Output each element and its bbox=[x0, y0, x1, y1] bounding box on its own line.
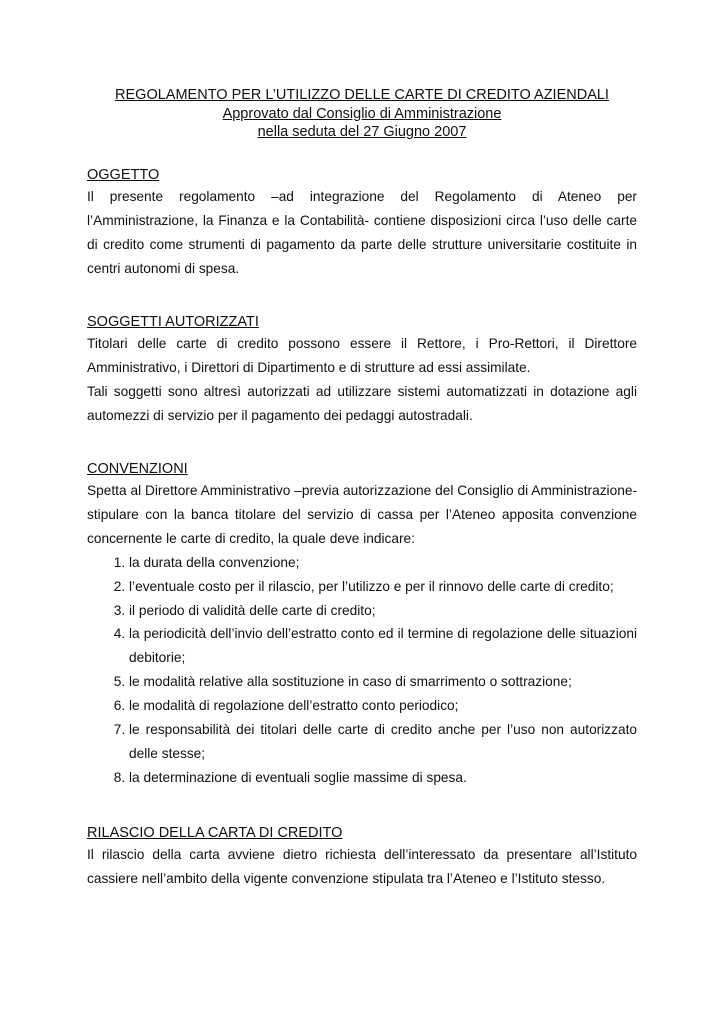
list-item: 4. la periodicità dell’invio dell’estratto conto ed il termine di regolazione delle situazioni debitorie; bbox=[129, 622, 637, 670]
section-rilascio bbox=[87, 823, 637, 891]
list-item: 3. il periodo di validità delle carte di credito; bbox=[129, 599, 637, 623]
list-item: 8. la determinazione di eventuali soglie massime di spesa. bbox=[129, 766, 637, 790]
soggetti-paragraph-2: Tali soggetti sono altresì autorizzati ad utilizzare sistemi automatizzati in dotazione agli automezzi di servizio per il pagamento dei pedaggi autostradali. bbox=[87, 383, 637, 423]
document-title: REGOLAMENTO PER L’UTILIZZO DELLE CARTE DI CREDITO AZIENDALI bbox=[115, 87, 609, 103]
session-date-line: nella seduta del 27 Giugno 2007 bbox=[257, 124, 467, 140]
list-item: 2. l’eventuale costo per il rilascio, per l’utilizzo e per il rinnovo delle carte di credito; bbox=[129, 575, 637, 599]
section-heading-soggetti: SOGGETTI AUTORIZZATI bbox=[87, 314, 259, 330]
list-item: 7. le responsabilità dei titolari delle carte di credito anche per l’uso non autorizzato delle stesse; bbox=[129, 718, 637, 766]
convenzioni-list bbox=[87, 551, 637, 790]
rilascio-paragraph: Il rilascio della carta avviene dietro richiesta dell’interessato da presentare all’Istituto cassiere nell’ambito della vigente convenzione stipulata tra l’Ateneo e l’Istituto stesso. bbox=[87, 847, 637, 886]
list-item: 1. la durata della convenzione; bbox=[129, 551, 637, 575]
document-title-block bbox=[87, 86, 637, 142]
list-item: 6. le modalità di regolazione dell’estratto conto periodico; bbox=[129, 694, 637, 718]
section-convenzioni bbox=[87, 459, 637, 790]
soggetti-paragraph-1: Titolari delle carte di credito possono essere il Rettore, i Pro-Rettori, il Direttore Amministrativo, i Direttori di Dipartimento e di strutture ad essi assimilate. bbox=[87, 336, 637, 375]
section-heading-rilascio: RILASCIO DELLA CARTA DI CREDITO bbox=[87, 825, 343, 841]
section-heading-oggetto: OGGETTO bbox=[87, 167, 160, 183]
oggetto-paragraph: Il presente regolamento –ad integrazione del Regolamento di Ateneo per l’Amministrazione, la Finanza e la Contabilità- contiene disposizioni circa l’uso delle carte di credito come strumenti di pagamento da parte delle strutture universitarie costituite in centri autonomi di spesa. bbox=[87, 189, 637, 276]
convenzioni-intro: Spetta al Direttore Amministrativo –previa autorizzazione del Consiglio di Amministrazione- stipulare con la banca titolare del servizio di cassa per l’Ateneo apposita convenzione concernente le carte di credito, la quale deve indicare: bbox=[87, 483, 637, 546]
section-soggetti-autorizzati bbox=[87, 312, 637, 428]
approval-line: Approvato dal Consiglio di Amministrazione bbox=[222, 105, 502, 122]
list-item: 5. le modalità relative alla sostituzione in caso di smarrimento o sottrazione; bbox=[129, 670, 637, 694]
section-heading-convenzioni: CONVENZIONI bbox=[87, 461, 188, 477]
section-oggetto bbox=[87, 165, 637, 281]
